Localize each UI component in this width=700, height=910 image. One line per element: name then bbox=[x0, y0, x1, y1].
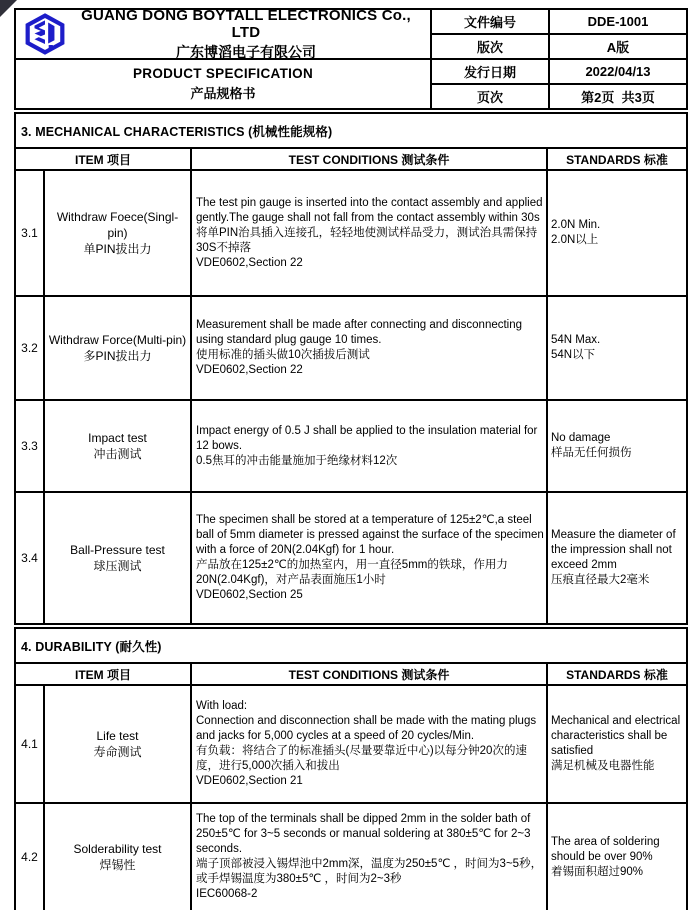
conditions-cell bbox=[192, 804, 548, 910]
column-header-conditions: TEST CONDITIONS 测试条件 bbox=[192, 149, 548, 169]
item-cell bbox=[45, 297, 192, 399]
condition-line: 将单PIN治具插入连接孔，轻轻地使测试样品受力，测试治具需保持30S不掉落 bbox=[196, 226, 538, 254]
standard-line: No damage bbox=[551, 432, 611, 444]
item-name-cn: 单PIN拔出力 bbox=[83, 242, 152, 256]
company-names bbox=[68, 7, 430, 62]
section-mechanical-characteristics bbox=[14, 112, 688, 625]
company-name-cn: 广东博滔电子有限公司 bbox=[176, 43, 316, 60]
conditions-cell bbox=[192, 401, 548, 491]
meta-value: A版 bbox=[606, 40, 630, 55]
table-row bbox=[16, 401, 686, 493]
item-name-en: Impact test bbox=[88, 431, 147, 445]
column-header-conditions: TEST CONDITIONS 测试条件 bbox=[192, 664, 548, 684]
item-cell bbox=[45, 804, 192, 910]
standard-line: 样品无任何损伤 bbox=[551, 447, 632, 459]
row-number: 3.2 bbox=[16, 297, 45, 399]
company-logo-icon bbox=[22, 11, 68, 57]
column-header-standards: STANDARDS 标准 bbox=[566, 152, 668, 167]
standard-line: 压痕直径最大2毫米 bbox=[551, 574, 650, 586]
column-header-item: ITEM 项目 bbox=[16, 664, 192, 684]
item-name-cn: 寿命测试 bbox=[93, 745, 142, 759]
condition-line: IEC60068-2 bbox=[196, 888, 258, 900]
standards-cell bbox=[548, 297, 686, 399]
table-header-row bbox=[16, 149, 686, 171]
item-name-en: Withdraw Force(Multi-pin) bbox=[48, 333, 187, 347]
condition-line: 端子顶部被浸入锡焊池中2mm深，温度为250±5℃ ，时间为3~5秒，或手焊锡温度为380±5℃ ，时间为2~3秒 bbox=[196, 858, 543, 885]
item-cell bbox=[45, 686, 192, 802]
row-number: 3.3 bbox=[16, 401, 45, 491]
condition-line: The test pin gauge is inserted into the contact assembly and applied gently.The gauge shall not fall from the contact assembly within 30s bbox=[196, 196, 543, 224]
item-name-en: Life test bbox=[96, 729, 139, 743]
condition-line: Measurement shall be made after connecting and disconnecting using standard plug gauge 10 times. bbox=[196, 319, 523, 346]
item-name-cn: 球压测试 bbox=[93, 559, 142, 573]
condition-line: 0.5焦耳的冲击能量施加于绝缘材料12次 bbox=[196, 454, 398, 467]
standard-line: 54N Max. bbox=[551, 334, 601, 346]
condition-line: Impact energy of 0.5 J shall be applied to the insulation material for 12 bows. bbox=[196, 424, 538, 452]
item-name-cn: 冲击测试 bbox=[93, 447, 142, 461]
item-name-cn: 焊锡性 bbox=[99, 858, 136, 872]
section-title: 3. MECHANICAL CHARACTERISTICS (机械性能规格) bbox=[16, 114, 686, 149]
item-name-cn: 多PIN拔出力 bbox=[83, 349, 152, 363]
row-number: 4.2 bbox=[16, 804, 45, 910]
conditions-cell bbox=[192, 493, 548, 623]
meta-label: 版次 bbox=[432, 35, 550, 58]
table-row bbox=[16, 493, 686, 623]
doc-title-cn: 产品规格书 bbox=[190, 86, 256, 101]
meta-row-issue-date bbox=[432, 60, 686, 85]
doc-title-row bbox=[16, 60, 430, 108]
item-cell bbox=[45, 493, 192, 623]
row-number: 4.1 bbox=[16, 686, 45, 802]
company-row bbox=[16, 6, 430, 60]
condition-line: VDE0602,Section 22 bbox=[196, 256, 303, 269]
standard-line: Mechanical and electrical characteristics shall be satisfied bbox=[551, 715, 681, 757]
meta-row-revision bbox=[432, 35, 686, 60]
standard-line: 着锡面积超过90% bbox=[551, 865, 644, 878]
meta-label: 页次 bbox=[432, 85, 550, 108]
standard-line: 54N以下 bbox=[551, 349, 596, 361]
meta-value: 2022/04/13 bbox=[585, 64, 651, 79]
standard-line: The area of soldering should be over 90% bbox=[551, 835, 660, 863]
standard-line: 2.0N Min. bbox=[551, 219, 601, 231]
item-name-en: Ball-Pressure test bbox=[70, 543, 165, 557]
company-name-en: GUANG DONG BOYTALL ELECTRONICS Co., LTD bbox=[81, 6, 411, 41]
conditions-cell bbox=[192, 171, 548, 295]
condition-line: VDE0602,Section 21 bbox=[196, 775, 303, 787]
meta-label: 发行日期 bbox=[432, 60, 550, 83]
table-row bbox=[16, 686, 686, 804]
header-meta-table bbox=[432, 10, 686, 108]
document-content bbox=[14, 8, 688, 910]
condition-line: VDE0602,Section 22 bbox=[196, 364, 303, 376]
header-company-block bbox=[16, 6, 432, 108]
item-name-en: Solderability test bbox=[73, 842, 162, 856]
condition-line: Connection and disconnection shall be made with the mating plugs and jacks for 5,000 cycles at a speed of 20 cycles/Min. bbox=[196, 715, 537, 742]
document-header bbox=[14, 8, 688, 110]
standards-cell bbox=[548, 686, 686, 802]
section-title: 4. DURABILITY (耐久性) bbox=[16, 629, 686, 664]
standard-line: Measure the diameter of the impression shall not exceed 2mm bbox=[551, 529, 676, 571]
conditions-cell bbox=[192, 297, 548, 399]
table-row bbox=[16, 804, 686, 910]
standard-line: 满足机械及电器性能 bbox=[551, 760, 655, 772]
meta-label: 文件编号 bbox=[432, 10, 550, 33]
conditions-cell bbox=[192, 686, 548, 802]
standards-cell bbox=[548, 401, 686, 491]
column-header-item: ITEM 项目 bbox=[16, 149, 192, 169]
condition-line: 使用标准的插头做10次插拔后测试 bbox=[196, 349, 370, 361]
condition-line: 产品放在125±2℃的加热室内，用一直径5mm的铁球，作用力20N(2.04Kgf)，对产品表面施压1小时 bbox=[196, 559, 508, 586]
meta-row-doc-number bbox=[432, 10, 686, 35]
meta-row-page-number bbox=[432, 85, 686, 108]
condition-line: The specimen shall be stored at a temperature of 125±2℃,a steel ball of 5mm diameter is pressed against the surface of the specimen with a force of 20N(2.04Kgf) for 1 hour. bbox=[196, 514, 544, 556]
item-cell bbox=[45, 171, 192, 295]
item-name-en: Withdraw Foece(Singl-pin) bbox=[56, 210, 179, 240]
row-number: 3.1 bbox=[16, 171, 45, 295]
doc-title-en: PRODUCT SPECIFICATION bbox=[132, 66, 314, 81]
table-header-row bbox=[16, 664, 686, 686]
meta-value: DDE-1001 bbox=[587, 14, 649, 29]
section-durability bbox=[14, 627, 688, 910]
item-cell bbox=[45, 401, 192, 491]
condition-line: With load: bbox=[196, 700, 248, 712]
condition-line: The top of the terminals shall be dipped 2mm in the solder bath of 250±5℃ for 3~5 seconds or manual soldering at 380±5℃ for 2~3 seconds. bbox=[196, 813, 531, 855]
standards-cell bbox=[548, 804, 686, 910]
row-number: 3.4 bbox=[16, 493, 45, 623]
standard-line: 2.0N以上 bbox=[551, 234, 599, 246]
condition-line: 有负载：将结合了的标准插头(尽量要靠近中心)以每分钟20次的速度，进行5,000次插入和拔出 bbox=[196, 745, 527, 772]
standards-cell bbox=[548, 493, 686, 623]
condition-line: VDE0602,Section 25 bbox=[196, 589, 303, 601]
table-row bbox=[16, 297, 686, 401]
table-row bbox=[16, 171, 686, 297]
meta-value: 第2页 共3页 bbox=[581, 90, 655, 105]
column-header-standards: STANDARDS 标准 bbox=[566, 667, 668, 682]
standards-cell bbox=[548, 171, 686, 295]
